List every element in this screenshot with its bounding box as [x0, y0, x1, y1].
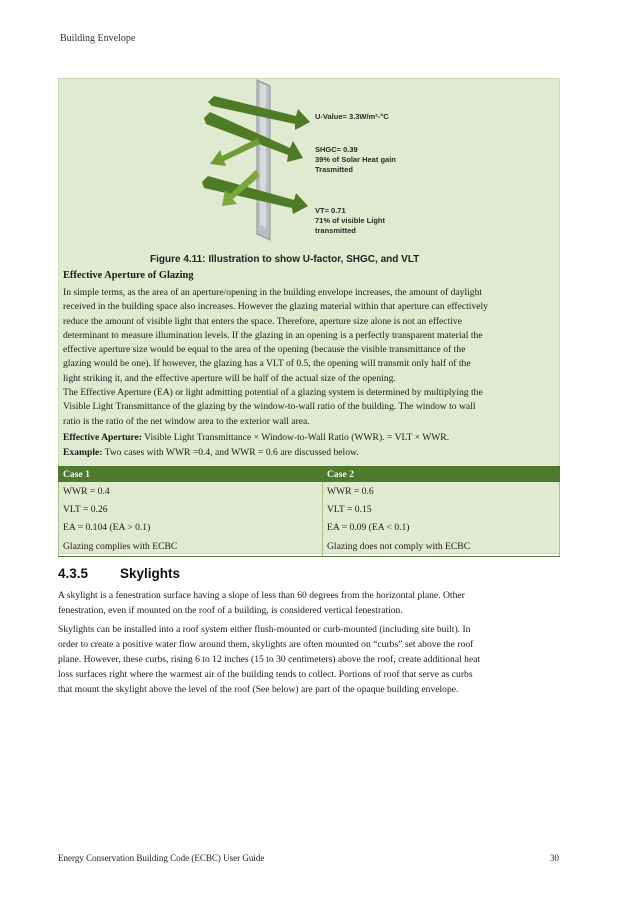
text-line: reduce the amount of visible light that enters the space. Therefore, aperture size alone is not an effective — [63, 315, 462, 327]
text-line: plane. However, these curbs, rising 6 to 12 inches (15 to 30 centimeters) above the roof, create additional heat — [58, 654, 481, 665]
text-line: A skylight is a fenestration surface having a slope of less than 60 degrees from the horizontal plane. Other — [58, 590, 465, 601]
table-row — [59, 500, 560, 518]
running-head: Building Envelope — [60, 33, 136, 44]
text-line: Visible Light Transmittance of the glazing by the window-to-wall ratio of the building. The window to wall — [63, 401, 476, 413]
table-cell: Glazing complies with ECBC — [59, 536, 323, 557]
effective-aperture-heading: Effective Aperture of Glazing — [63, 270, 194, 281]
figure-caption: Figure 4.11: Illustration to show U-factor, SHGC, and VLT — [150, 254, 420, 265]
example-label: Example: — [63, 447, 103, 458]
footer-title: Energy Conservation Building Code (ECBC) User Guide — [58, 853, 265, 863]
section-heading — [58, 566, 180, 581]
vt-label — [315, 206, 385, 236]
table-cell: EA = 0.09 (EA < 0.1) — [323, 518, 560, 536]
section-title: Skylights — [120, 566, 181, 581]
formula-text: Visible Light Transmittance × Window-to-Wall Ratio (WWR). = VLT × WWR. — [141, 432, 450, 443]
shgc-line-3: Trasmitted — [315, 165, 353, 174]
text-line: light striking it, and the effective aperture will be half of the actual size of the opening. — [63, 372, 396, 384]
vt-line-1: VT= 0.71 — [315, 206, 346, 215]
glazing-illustration — [200, 78, 310, 248]
case-2-header: Case 2 — [323, 467, 560, 482]
text-line: fenestration, even if mounted on the roof of a building, is considered vertical fenestration. — [58, 605, 403, 616]
example-text: Two cases with WWR =0.4, and WWR = 0.6 are discussed below. — [102, 447, 359, 458]
table-cell: WWR = 0.4 — [59, 482, 323, 501]
table-row — [59, 518, 560, 536]
effective-aperture-example — [63, 446, 556, 460]
text-line: In simple terms, as the area of an aperture/opening in the building envelope increases, the amount of daylight — [63, 287, 483, 298]
text-line: glazing would be one). If however, the glazing has a VLT of 0.5, the opening will transmit only half of the — [63, 358, 471, 370]
text-line: received in the building space also increases. However the glazing material within that aperture can effectively — [63, 301, 488, 313]
page-number: 30 — [550, 853, 559, 863]
formula-label: Effective Aperture: — [63, 432, 142, 443]
effective-aperture-formula — [63, 431, 556, 445]
shgc-line-2: 39% of Solar Heat gain — [315, 155, 396, 164]
vt-arrow — [202, 170, 308, 214]
text-line: effective aperture size would be equal to the area of the opening (because the visible transmittance of the — [63, 344, 466, 356]
shgc-label — [315, 145, 396, 175]
section-number: 4.3.5 — [58, 566, 89, 581]
text-line: determinant to measure illumination levels. If the glazing in an opening is a perfectly transparent material the — [63, 329, 483, 341]
text-line: Skylights can be installed into a roof system either flush-mounted or curb-mounted (including site built). In — [58, 624, 471, 635]
skylight-para-2 — [58, 622, 562, 697]
case-1-header: Case 1 — [59, 467, 323, 482]
effective-aperture-para-2 — [63, 386, 556, 429]
text-line: that mount the skylight above the level of the roof (See below) are part of the opaque building envelope. — [58, 684, 459, 695]
table-cell: WWR = 0.6 — [323, 482, 560, 501]
table-cell: Glazing does not comply with ECBC — [323, 536, 560, 557]
u-value-label: U-Value= 3.3W/m²-°C — [315, 112, 389, 121]
vt-line-3: transmitted — [315, 226, 356, 235]
cases-table — [58, 466, 560, 557]
text-line: loss surfaces right where the warmest air of the building tends to collect. Portions of roof that serve as curbs — [58, 669, 473, 680]
effective-aperture-para-1 — [63, 286, 556, 386]
shgc-line-1: SHGC= 0.39 — [315, 145, 358, 154]
table-cell: VLT = 0.26 — [59, 500, 323, 518]
table-header-row — [59, 467, 560, 482]
vt-line-2: 71% of visible Light — [315, 216, 386, 225]
table-row — [59, 536, 560, 557]
skylight-para-1 — [58, 588, 562, 618]
text-line: order to create a positive water flow around them, skylights are often mounted on “curbs” set above the roof — [58, 639, 474, 650]
text-line: The Effective Aperture (EA) or light admitting potential of a glazing system is determined by multiplying the — [63, 387, 483, 398]
table-cell: EA = 0.104 (EA > 0.1) — [59, 518, 323, 536]
table-row — [59, 482, 560, 501]
text-line: ratio is the ratio of the net window area to the exterior wall area. — [63, 415, 310, 427]
table-cell: VLT = 0.15 — [323, 500, 560, 518]
